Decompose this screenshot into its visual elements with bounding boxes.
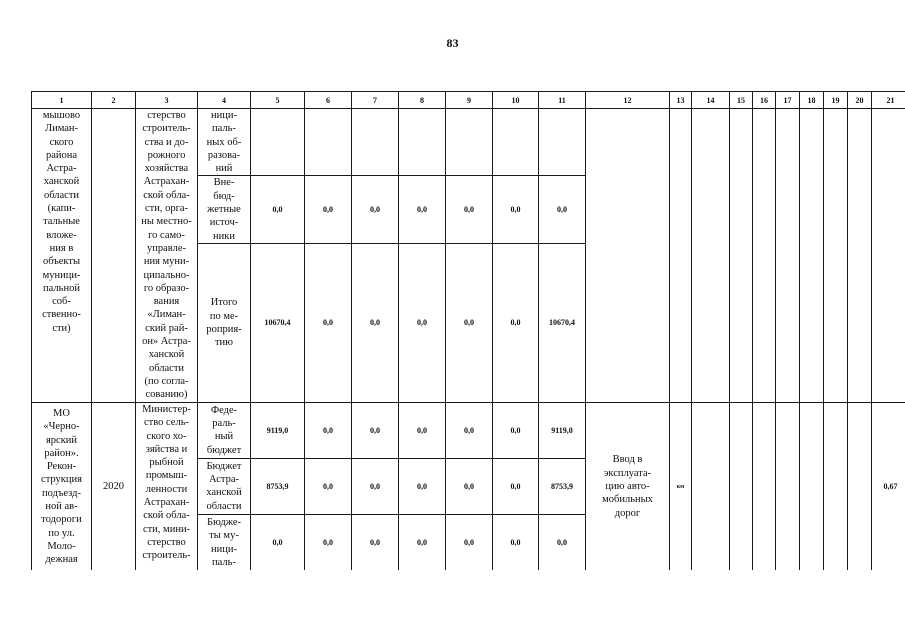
header-cell: 4: [198, 92, 251, 109]
header-cell: 16: [753, 92, 776, 109]
year-value-cell: [872, 109, 905, 403]
program-table: [31, 91, 905, 570]
value-cell: [493, 109, 539, 176]
value-cell: 0,0: [493, 402, 539, 458]
value-cell: 0,0: [305, 243, 352, 402]
value-cell: 0,0: [446, 514, 493, 570]
value-cell: 8753,9: [539, 458, 586, 514]
year-value-cell: [776, 109, 800, 403]
executor-cell: стерство строитель- ства и до- рожного хозяйства Астрахан- ской обла- сти, орга- ны местно- го само- управле- ния муни- ципально- го образо- вания «Лиман- ский рай- он» Астра- ханской области (по согла- сованию): [136, 109, 198, 403]
header-cell: 1: [32, 92, 92, 109]
value-cell: 0,0: [352, 176, 399, 243]
funding-source-cell: Бюджет Астра- ханской области: [198, 458, 251, 514]
value-cell: [251, 109, 305, 176]
year-value-cell: [753, 402, 776, 570]
header-cell: 11: [539, 92, 586, 109]
year-value-cell: [848, 402, 872, 570]
header-cell: 14: [692, 92, 730, 109]
funding-source-cell: Феде- раль- ный бюджет: [198, 402, 251, 458]
header-cell: 6: [305, 92, 352, 109]
year-value-cell: [692, 402, 730, 570]
funding-source-cell: ници- паль- ных об- разова- ний: [198, 109, 251, 176]
year-value-cell: [753, 109, 776, 403]
header-cell: 3: [136, 92, 198, 109]
value-cell: 0,0: [539, 514, 586, 570]
header-cell: 17: [776, 92, 800, 109]
value-cell: 0,0: [399, 514, 446, 570]
value-cell: [352, 109, 399, 176]
header-cell: 7: [352, 92, 399, 109]
header-cell: 9: [446, 92, 493, 109]
table-row: [32, 109, 905, 176]
header-cell: 18: [800, 92, 824, 109]
year-value-cell: [848, 109, 872, 403]
value-cell: 0,0: [399, 176, 446, 243]
funding-source-cell: Вне- бюд- жетные источ- ники: [198, 176, 251, 243]
funding-source-cell: Бюдже- ты му- ници- паль-: [198, 514, 251, 570]
value-cell: 10670,4: [539, 243, 586, 402]
indicator-cell: [586, 109, 670, 403]
value-cell: 0,0: [305, 402, 352, 458]
unit-cell: [670, 109, 692, 403]
header-row: [32, 92, 905, 109]
value-cell: [399, 109, 446, 176]
value-cell: 0,0: [251, 514, 305, 570]
year-value-cell: [800, 109, 824, 403]
value-cell: 8753,9: [251, 458, 305, 514]
value-cell: 0,0: [399, 243, 446, 402]
value-cell: 0,0: [539, 176, 586, 243]
year-value-cell: [776, 402, 800, 570]
header-cell: 15: [730, 92, 753, 109]
value-cell: [446, 109, 493, 176]
value-cell: 0,0: [399, 458, 446, 514]
value-cell: 0,0: [305, 458, 352, 514]
header-cell: 19: [824, 92, 848, 109]
value-cell: 0,0: [446, 243, 493, 402]
year-value-cell: 0,67: [872, 402, 905, 570]
value-cell: 0,0: [493, 514, 539, 570]
value-cell: 0,0: [399, 402, 446, 458]
value-cell: [305, 109, 352, 176]
year-cell: [92, 109, 136, 403]
page-number: 83: [446, 36, 459, 50]
year-value-cell: [730, 402, 753, 570]
value-cell: 10670,4: [251, 243, 305, 402]
measure-name-cell: МО «Черно- ярский район». Рекон- струкция подъезд- ной ав- тодороги по ул. Моло- дежная: [32, 402, 92, 570]
header-cell: 8: [399, 92, 446, 109]
value-cell: [539, 109, 586, 176]
year-value-cell: [824, 109, 848, 403]
year-value-cell: [800, 402, 824, 570]
unit-cell: км: [670, 402, 692, 570]
funding-source-cell: Итого по ме- роприя- тию: [198, 243, 251, 402]
table-row: [32, 402, 905, 458]
header-cell: 5: [251, 92, 305, 109]
value-cell: 0,0: [493, 458, 539, 514]
year-cell: 2020: [92, 402, 136, 570]
value-cell: 0,0: [493, 243, 539, 402]
header-cell: 20: [848, 92, 872, 109]
header-cell: 2: [92, 92, 136, 109]
value-cell: 0,0: [446, 402, 493, 458]
value-cell: 0,0: [352, 458, 399, 514]
header-cell: 12: [586, 92, 670, 109]
year-value-cell: [692, 109, 730, 403]
header-cell: 21: [872, 92, 905, 109]
year-value-cell: [730, 109, 753, 403]
value-cell: 0,0: [352, 243, 399, 402]
value-cell: 0,0: [305, 176, 352, 243]
measure-name-cell: мышово Лиман- ского района Астра- ханской области (капи- тальные вложе- ния в объекты муници- пальной соб- ственно- сти): [32, 109, 92, 403]
value-cell: 0,0: [352, 402, 399, 458]
header-cell: 13: [670, 92, 692, 109]
header-cell: 10: [493, 92, 539, 109]
executor-cell: Министер- ство сель- ского хо- зяйства и рыбной промыш- ленности Астрахан- ской обла- сти, мини- стерство строитель-: [136, 402, 198, 570]
value-cell: 0,0: [352, 514, 399, 570]
value-cell: 9119,0: [251, 402, 305, 458]
value-cell: 0,0: [251, 176, 305, 243]
value-cell: 0,0: [305, 514, 352, 570]
value-cell: 0,0: [446, 176, 493, 243]
value-cell: 0,0: [493, 176, 539, 243]
year-value-cell: [824, 402, 848, 570]
value-cell: 0,0: [446, 458, 493, 514]
value-cell: 9119,0: [539, 402, 586, 458]
indicator-cell: Ввод в эксплуата- цию авто- мобильных дорог: [586, 402, 670, 570]
